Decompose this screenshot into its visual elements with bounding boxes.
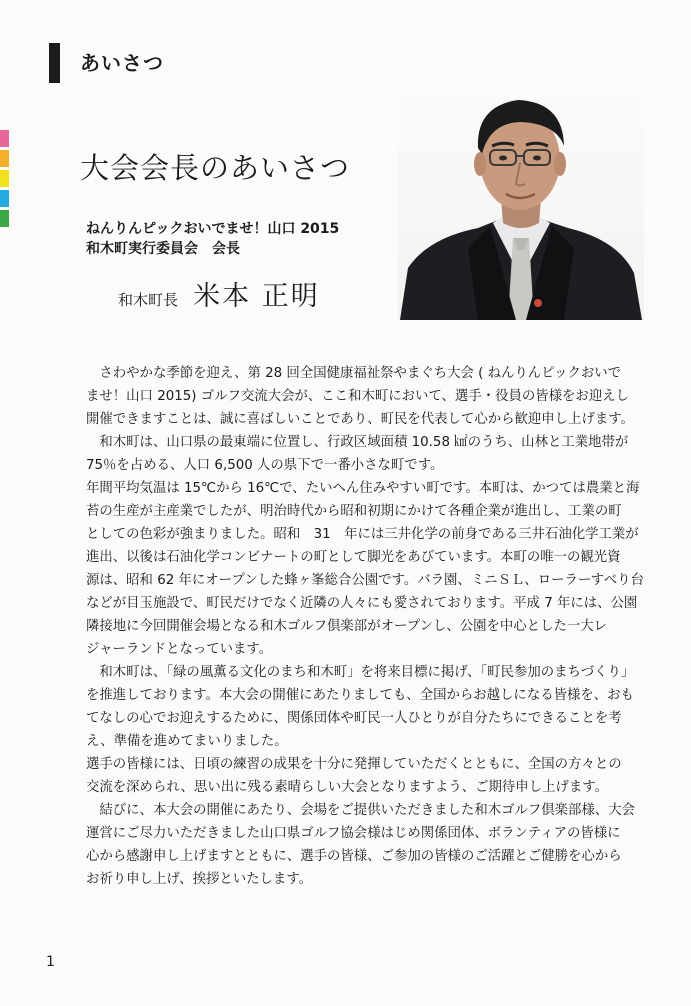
edge-color-tabs xyxy=(0,130,9,230)
body-line: ジャーランドとなっています。 xyxy=(86,642,273,657)
page-title: 大会会長のあいさつ xyxy=(80,151,351,185)
body-line: 運営にご尽力いただきました山口県ゴルフ協会様はじめ関係団体、ボランティアの皆様に xyxy=(86,826,621,841)
body-line: お祈り申し上げ、挨拶といたします。 xyxy=(86,872,313,887)
body-line: としての色彩が強まりました。昭和 31 年には三井化学の前身である三井石油化学工業が xyxy=(86,527,639,542)
body-line: 年間平均気温は 15℃から 16℃で、たいへん住みやすい町です。本町は、かつては農業と海 xyxy=(86,481,640,496)
name-title: 和木町長 xyxy=(118,291,179,309)
body-line: さわやかな季節を迎え、第 28 回全国健康福祉祭やまぐち大会 ( ねんりんピックおいで xyxy=(86,366,622,381)
body-line: 源は、昭和 62 年にオープンした蜂ヶ峯総合公園です。バラ園、ミニＳＬ、ローラーすべり台 xyxy=(86,573,644,588)
edge-tab-blue xyxy=(0,190,9,207)
body-line: 結びに、本大会の開催にあたり、会場をご提供いただきました和木ゴルフ倶楽部様、大会 xyxy=(86,803,636,818)
portrait-photo xyxy=(398,88,644,320)
body-line: 選手の皆様には、日頃の練習の成果を十分に発揮していただくとともに、全国の方々との xyxy=(86,757,622,772)
person-name: 米本 正明 xyxy=(193,281,320,312)
body-line: 75％を占める、人口 6,500 人の県下で一番小さな町です。 xyxy=(86,458,444,473)
body-line: 和木町は、山口県の最東端に位置し、行政区域面積 10.58 ㎢のうち、山林と工業地帯が xyxy=(86,435,629,450)
body-line: 和木町は、「緑の風薫る文化のまち和木町」を将来目標に掲げ、「町民参加のまちづくり」 xyxy=(86,665,635,680)
edge-tab-green xyxy=(0,210,9,227)
body-line: てなしの心でお迎えするために、関係団体や町民一人ひとりが自分たちにできることを考 xyxy=(86,711,622,726)
signatory xyxy=(118,274,320,313)
body-line: 進出、以後は石油化学コンビナートの町として脚光をあびています。本町の唯一の観光資 xyxy=(86,550,621,565)
page-number: 1 xyxy=(46,954,55,970)
edge-tab-orange xyxy=(0,150,9,167)
edge-tab-pink xyxy=(0,130,9,147)
greeting-body xyxy=(86,362,651,891)
section-title: あいさつ xyxy=(80,51,164,75)
body-line: ませ！山口 2015) ゴルフ交流大会が、ここ和木町において、選手・役員の皆様をお迎えし xyxy=(86,389,629,404)
body-line: 心から感謝申し上げますとともに、選手の皆様、ご参加の皆様のご活躍とご健勝を心から xyxy=(86,849,622,864)
body-line: 交流を深められ、思い出に残る素晴らしい大会となりますよう、ご期待申し上げます。 xyxy=(86,780,608,795)
event-name: ねんりんピックおいでませ！山口 2015 xyxy=(86,221,340,237)
body-line: え、準備を進めてまいりました。 xyxy=(86,734,288,749)
body-line: などが目玉施設で、町民だけでなく近隣の人々にも愛されております。平成 7 年には、公園 xyxy=(86,596,638,611)
committee-role: 和木町実行委員会 会長 xyxy=(86,241,240,257)
section-marker-bar xyxy=(49,43,60,83)
body-line: 開催できますことは、誠に喜ばしいことであり、町民を代表して心から歓迎申し上げます。 xyxy=(86,412,634,427)
body-line: 隣接地に今回開催会場となる和木ゴルフ倶楽部がオープンし、公園を中心とした一大レ xyxy=(86,619,608,634)
body-line: を推進しております。本大会の開催にあたりましても、全国からお越しになる皆様を、おも xyxy=(86,688,634,703)
edge-tab-yellow xyxy=(0,170,9,187)
body-line: 苔の生産が主産業でしたが、明治時代から昭和初期にかけて各種企業が進出し、工業の町 xyxy=(86,504,622,519)
